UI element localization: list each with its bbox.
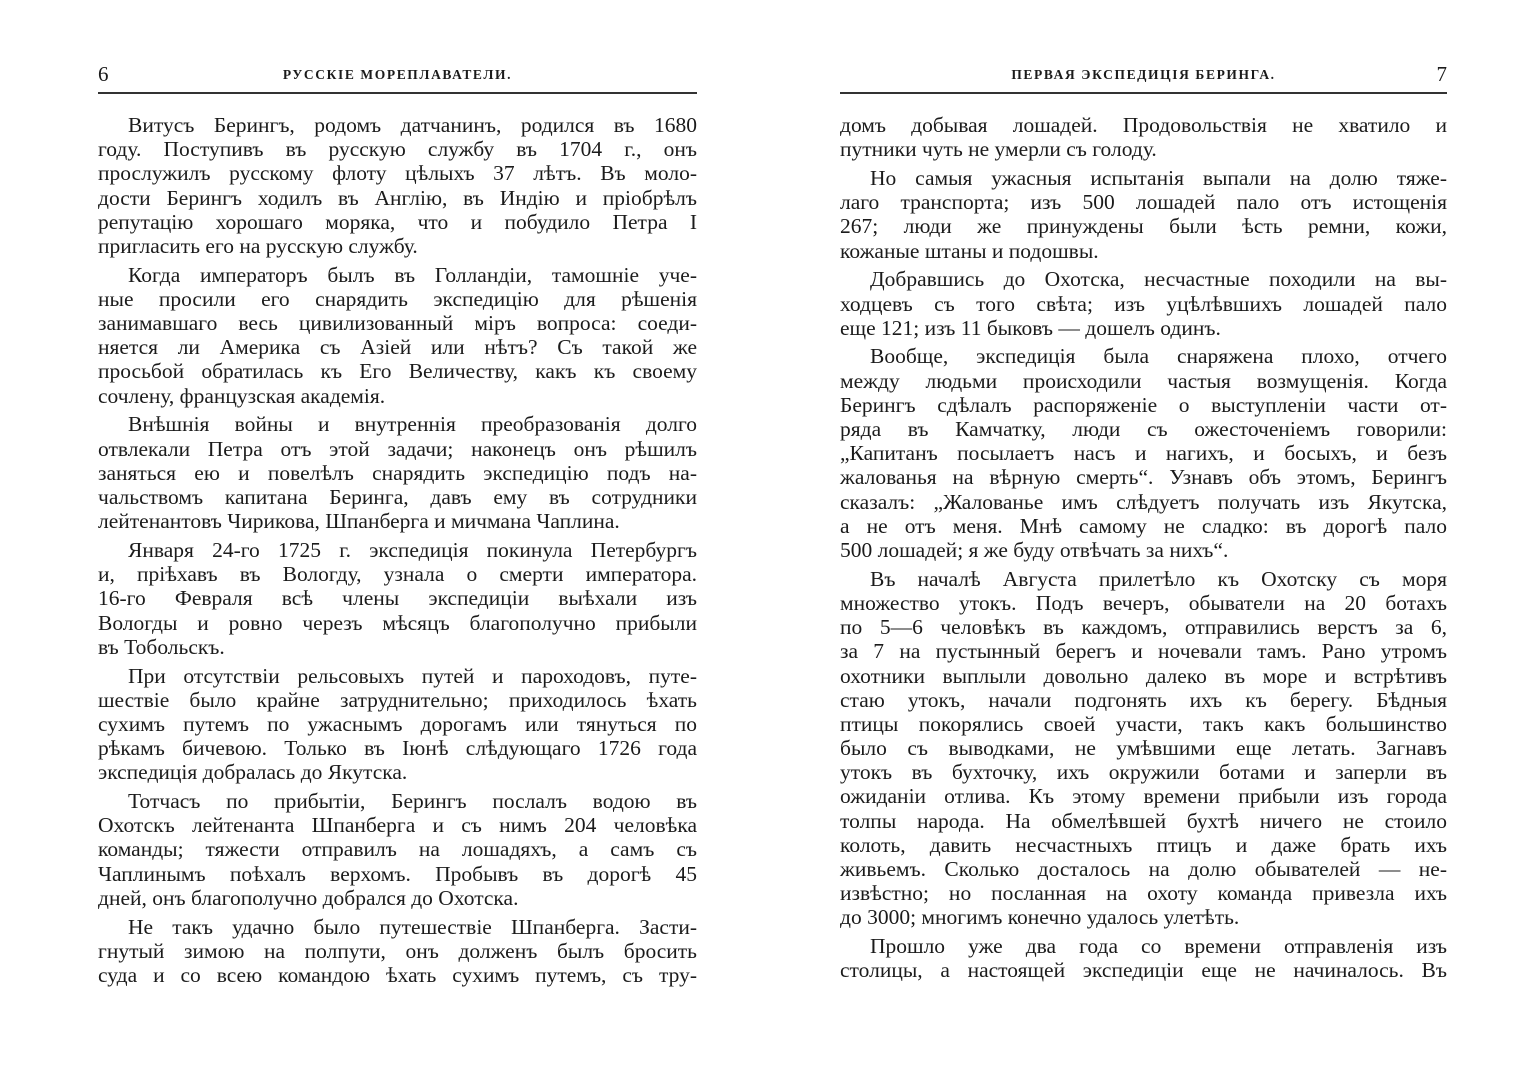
text-line: дости Берингъ ходилъ въ Англію, въ Индію и пріобрѣлъ xyxy=(98,185,697,210)
text-line: Въ началѣ Августа прилетѣло къ Охотску съ моря xyxy=(870,566,1447,591)
text-line: просьбой обратилась къ Его Величеству, какъ къ своему xyxy=(98,359,697,384)
paragraph xyxy=(98,538,697,659)
text-line: Тотчасъ по прибытіи, Берингъ послалъ водою въ xyxy=(128,789,697,814)
text-line: стаю утокъ, начали подгонять ихъ къ берегу. Бѣдныя xyxy=(840,687,1447,712)
text-line: множество утокъ. Подъ вечеръ, обыватели на 20 ботахъ xyxy=(840,590,1447,615)
text-line: Вообще, экспедиція была снаряжена плохо, отчего xyxy=(870,344,1447,369)
text-line: 267; люди же принуждены были ѣсть ремни, кожи, xyxy=(840,214,1447,239)
text-line: Но самыя ужасныя испытанія выпали на долю тяже- xyxy=(870,165,1447,190)
text-line: репутацію хорошаго моряка, что и побудило Петра I xyxy=(98,209,697,234)
text-line: охотники выплыли довольно далеко въ море и встрѣтивъ xyxy=(840,663,1447,688)
page-header xyxy=(840,62,1447,88)
text-line: ходцевъ съ того свѣта; изъ уцѣлѣвшихъ лошадей пало xyxy=(840,291,1447,316)
text-line: рѣкамъ бичевою. Только въ Іюнѣ слѣдующаго 1726 года xyxy=(98,736,697,761)
text-line: Берингъ сдѣлалъ распоряженіе о выступленіи части от- xyxy=(840,392,1447,417)
page-number: 7 xyxy=(1436,62,1447,86)
text-line: за 7 на пустынный берегъ и ночевали тамъ. Рано утромъ xyxy=(840,639,1447,664)
page-body xyxy=(98,113,697,992)
text-line: шествіе было крайне затруднительно; приходилось ѣхать xyxy=(98,687,697,712)
text-line: пригласить его на русскую службу. xyxy=(98,233,418,258)
text-line: лейтенантовъ Чирикова, Шпанберга и мичмана Чаплина. xyxy=(98,509,620,534)
text-line: колоть, давить несчастныхъ птицъ и даже брать ихъ xyxy=(840,832,1447,857)
paragraph xyxy=(98,263,697,408)
paragraph xyxy=(840,344,1447,562)
text-line: Добравшись до Охотска, несчастные походили на вы- xyxy=(870,267,1447,292)
text-line: Вологды и ровно черезъ мѣсяцъ благополучно прибыли xyxy=(98,610,697,635)
text-line: утокъ въ бухточку, ихъ окружили ботами и заперли въ xyxy=(840,760,1447,785)
text-line: „Капитанъ посылаетъ насъ и нагихъ, и босыхъ, и безъ xyxy=(840,441,1447,466)
text-line: въ Тобольскъ. xyxy=(98,634,225,659)
text-line: Января 24-го 1725 г. экспедиція покинула Петербургъ xyxy=(128,537,697,562)
paragraph xyxy=(840,567,1447,930)
text-line: птицы покорялись своей участи, такъ какъ большинство xyxy=(840,711,1447,736)
text-line: сказалъ: „Жалованье имъ слѣдуетъ получать изъ Якутска, xyxy=(840,489,1447,514)
text-line: ряда въ Камчатку, люди съ ожесточеніемъ говорили: xyxy=(840,417,1447,442)
text-line: Не такъ удачно было путешествіе Шпанберга. Засти- xyxy=(128,914,697,939)
text-line: Витусъ Берингъ, родомъ датчанинъ, родился въ 1680 xyxy=(128,113,697,137)
text-line: Чаплинымъ поѣхалъ верхомъ. Пробывъ въ дорогѣ 45 xyxy=(98,861,697,886)
text-line: При отсутствіи рельсовыхъ путей и пароходовъ, путе- xyxy=(128,663,697,688)
text-line: Когда императоръ былъ въ Голландіи, тамошніе уче- xyxy=(128,262,697,287)
text-line: году. Поступивъ въ русскую службу въ 1704 г., онъ xyxy=(98,137,697,162)
text-line: ные просили его снарядить экспедицію для рѣшенія xyxy=(98,286,697,311)
text-line: еще 121; изъ 11 быковъ — дошелъ одинъ. xyxy=(840,315,1221,340)
text-line: между людьми происходили частыя возмущенія. Когда xyxy=(840,368,1447,393)
text-line: живьемъ. Сколько досталось на долю обывателей — не- xyxy=(840,857,1447,881)
text-line: столицы, а настоящей экспедиціи еще не начиналось. Въ xyxy=(840,958,1447,983)
text-line: 500 лошадей; я же буду отвѣчать за нихъ“. xyxy=(840,537,1229,562)
text-line: было съ выводками, не умѣвшими еще летать. Загнавъ xyxy=(840,736,1447,761)
text-line: лаго транспорта; изъ 500 лошадей пало отъ истощенія xyxy=(840,190,1447,215)
text-line: заняться ею и повелѣлъ снарядить экспедицію подъ на- xyxy=(98,460,697,485)
text-line: экспедиція добралась до Якутска. xyxy=(98,760,408,785)
text-line: ожиданіи отлива. Къ этому времени прибыли изъ города xyxy=(840,784,1447,809)
text-line: домъ добывая лошадей. Продовольствія не хватило и xyxy=(840,113,1447,137)
paragraph xyxy=(840,934,1447,982)
paragraph xyxy=(98,412,697,533)
text-line: Прошло уже два года со времени отправленія изъ xyxy=(870,934,1447,959)
running-title: РУССКІЕ МОРЕПЛАВАТЕЛИ. xyxy=(282,67,513,82)
text-line: кожаные штаны и подошвы. xyxy=(840,238,1099,263)
paragraph xyxy=(98,789,697,910)
paragraph xyxy=(840,113,1447,161)
text-line: прослужилъ русскому флоту цѣлыхъ 37 лѣтъ. Въ моло- xyxy=(98,161,697,186)
page-number: 6 xyxy=(98,62,109,86)
header-rule xyxy=(98,92,697,94)
text-line: до 3000; многимъ конечно удалось улетѣть. xyxy=(840,905,1240,930)
page-body xyxy=(840,113,1447,987)
text-line: и, пріѣхавъ въ Вологду, узнала о смерти императора. xyxy=(98,562,697,587)
text-line: няется ли Америка съ Азіей или нѣтъ? Съ такой же xyxy=(98,335,697,360)
text-line: извѣстно; но посланная на охоту команда привезла ихъ xyxy=(840,881,1447,906)
text-line: толпы народа. На обмелѣвшей бухтѣ ничего не стоило xyxy=(840,808,1447,833)
text-line: по 5—6 человѣкъ въ каждомъ, отправились верстъ за 6, xyxy=(840,615,1447,640)
text-line: чальствомъ капитана Беринга, давъ ему въ сотрудники xyxy=(98,485,697,509)
text-line: а не отъ меня. Мнѣ самому не сладко: въ дорогѣ пало xyxy=(840,513,1447,538)
text-line: дней, онъ благополучно добрался до Охотска. xyxy=(98,885,519,910)
text-line: занимавшаго весь цивилизованный міръ вопроса: соеди- xyxy=(98,311,697,336)
text-line: Внѣшнія войны и внутреннія преобразованія долго xyxy=(128,412,697,437)
paragraph xyxy=(98,113,697,258)
text-line: суда и со всею командою ѣхать сухимъ путемъ, съ тру- xyxy=(98,962,697,987)
text-line: сочлену, французская академія. xyxy=(98,383,386,408)
page-header xyxy=(98,62,697,88)
text-line: сухимъ путемъ по ужаснымъ дорогамъ или тянуться по xyxy=(98,711,697,736)
text-line: жалованья на вѣрную смерть“. Узнавъ объ этомъ, Берингъ xyxy=(840,465,1447,490)
text-line: Охотскъ лейтенанта Шпанберга и съ нимъ 204 человѣка xyxy=(98,813,697,838)
text-line: команды; тяжести отправилъ на лошадяхъ, а самъ съ xyxy=(98,837,697,862)
text-line: 16-го Февраля всѣ члены экспедиціи выѣхали изъ xyxy=(98,586,697,611)
paragraph xyxy=(98,915,697,988)
header-rule xyxy=(840,92,1447,94)
paragraph xyxy=(98,664,697,785)
text-line: гнутый зимою на полпути, онъ долженъ былъ бросить xyxy=(98,938,697,963)
paragraph xyxy=(840,267,1447,340)
paragraph xyxy=(840,166,1447,263)
text-line: отвлекали Петра отъ этой задачи; наконецъ онъ рѣшилъ xyxy=(98,436,697,461)
running-title: ПЕРВАЯ ЭКСПЕДИЦІЯ БЕРИНГА. xyxy=(1011,67,1276,82)
text-line: путники чуть не умерли съ голоду. xyxy=(840,137,1157,162)
